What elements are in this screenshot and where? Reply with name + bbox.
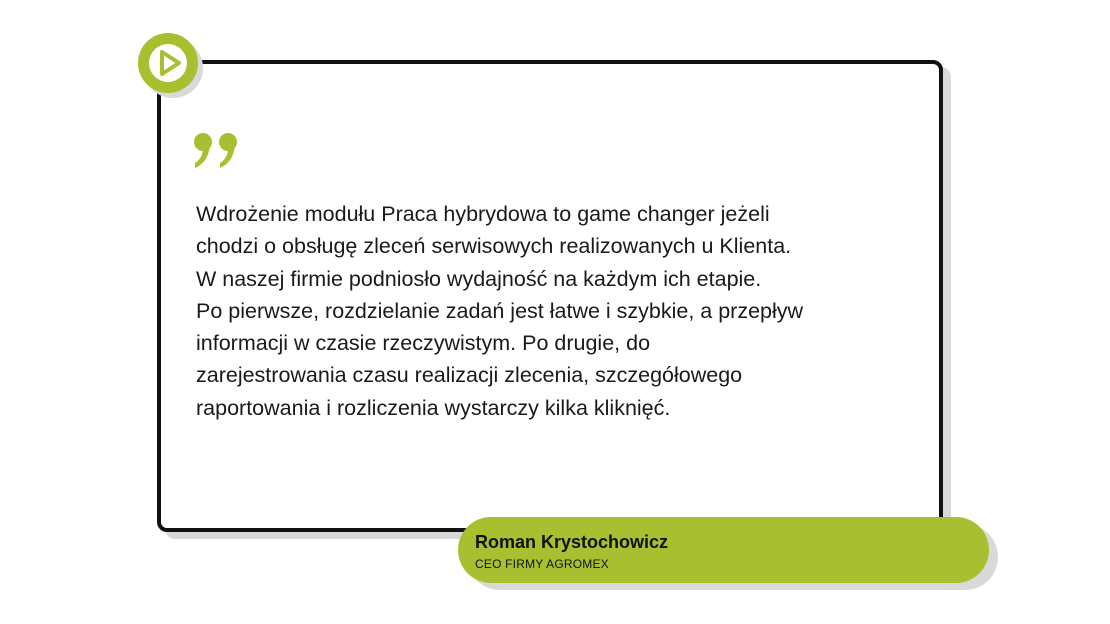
quote-line: zarejestrowania czasu realizacji zlecenia, szczegółowego [196, 363, 743, 388]
quote-line: chodzi o obsługę zleceń serwisowych realizowanych u Klienta. [196, 234, 792, 259]
play-button[interactable] [138, 33, 198, 93]
quote-line: W naszej firmie podniosło wydajność na każdym ich etapie. [196, 266, 762, 291]
quote-line: raportowania i rozliczenia wystarczy kilka kliknięć. [196, 395, 671, 420]
testimonial-quote [196, 198, 916, 424]
author-name: Roman Krystochowicz [475, 532, 669, 552]
quote-line: Wdrożenie modułu Praca hybrydowa to game changer jeżeli [196, 202, 770, 226]
play-icon [146, 41, 190, 85]
quote-line: Po pierwsze, rozdzielanie zadań jest łatwe i szybkie, a przepływ [196, 298, 804, 323]
quote-line: informacji w czasie rzeczywistym. Po drugie, do [196, 331, 651, 356]
quote-mark-icon [192, 130, 242, 172]
author-role: CEO FIRMY AGROMEX [475, 557, 609, 571]
